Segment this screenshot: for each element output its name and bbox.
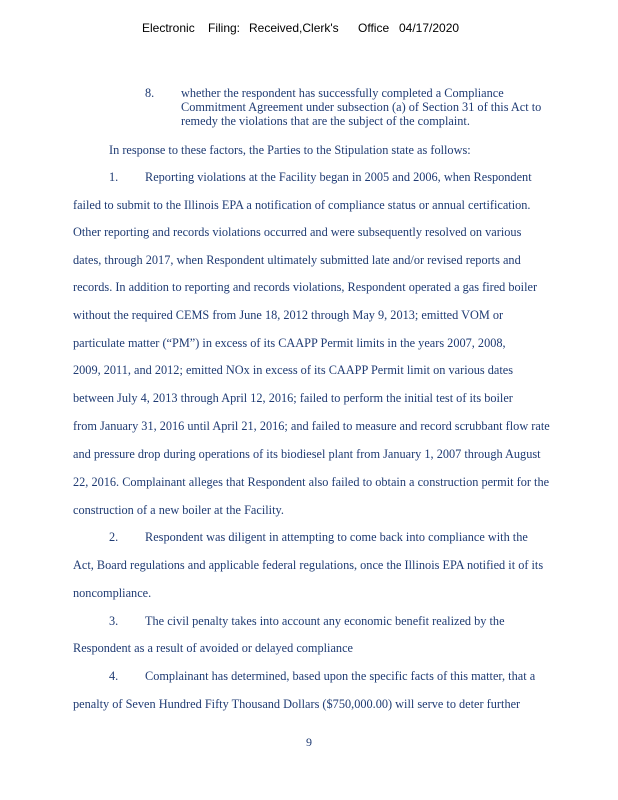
para-4-line: Complainant has determined, based upon the specific facts of this matter, that a <box>145 669 536 683</box>
para-3-number: 3. <box>109 614 119 628</box>
para-4-number: 4. <box>109 669 119 683</box>
para-2-number: 2. <box>109 530 119 544</box>
para-3-line: The civil penalty takes into account any economic benefit realized by the <box>145 614 505 628</box>
header-office: Office <box>358 21 390 35</box>
item-8-number: 8. <box>145 86 155 100</box>
para-1-line: Other reporting and records violations occurred and were subsequently resolved on various <box>73 225 522 239</box>
item-8-line: remedy the violations that are the subject of the complaint. <box>181 114 470 128</box>
para-1-number: 1. <box>109 170 119 184</box>
para-1-line: records. In addition to reporting and records violations, Respondent operated a gas fired boiler <box>73 280 538 294</box>
para-3-line: Respondent as a result of avoided or delayed compliance <box>73 641 354 655</box>
para-1-line: 22, 2016. Complainant alleges that Respondent also failed to obtain a construction permit for the <box>73 475 550 489</box>
page-number: 9 <box>306 735 312 749</box>
item-8-line: Commitment Agreement under subsection (a) of Section 31 of this Act to <box>181 100 542 114</box>
header-electronic: Electronic <box>142 21 195 35</box>
para-1-line: without the required CEMS from June 18, 2012 through May 9, 2013; emitted VOM or <box>73 308 504 322</box>
para-1-line: between July 4, 2013 through April 12, 2016; failed to perform the initial test of its boiler <box>73 391 513 405</box>
intro-paragraph: In response to these factors, the Parties to the Stipulation state as follows: <box>109 143 471 157</box>
para-4-line: penalty of Seven Hundred Fifty Thousand Dollars ($750,000.00) will serve to deter further <box>73 697 521 711</box>
item-8-line: whether the respondent has successfully completed a Compliance <box>181 86 504 100</box>
para-2-line: noncompliance. <box>73 586 152 600</box>
header-date: 04/17/2020 <box>399 21 460 35</box>
para-1-line: Reporting violations at the Facility began in 2005 and 2006, when Respondent <box>145 170 532 184</box>
para-1-line: and pressure drop during operations of its biodiesel plant from January 1, 2007 through August <box>73 447 541 461</box>
para-1-line: failed to submit to the Illinois EPA a notification of compliance status or annual certification. <box>73 198 531 212</box>
header-filing: Filing: <box>208 21 241 35</box>
para-1-line: dates, through 2017, when Respondent ultimately submitted late and/or revised reports and <box>73 253 521 267</box>
para-1-line: from January 31, 2016 until April 21, 2016; and failed to measure and record scrubbant flow rate <box>73 419 550 433</box>
para-1-line: particulate matter (“PM”) in excess of its CAAPP Permit limits in the years 2007, 2008, <box>73 336 506 350</box>
para-1-line: construction of a new boiler at the Facility. <box>73 503 284 517</box>
header-received-clerks: Received,Clerk's <box>249 21 339 35</box>
para-1-line: 2009, 2011, and 2012; emitted NOx in excess of its CAAPP Permit limit on various dates <box>73 363 514 377</box>
para-2-line: Respondent was diligent in attempting to come back into compliance with the <box>145 530 528 544</box>
para-2-line: Act, Board regulations and applicable federal regulations, once the Illinois EPA notified it of its <box>73 558 544 572</box>
